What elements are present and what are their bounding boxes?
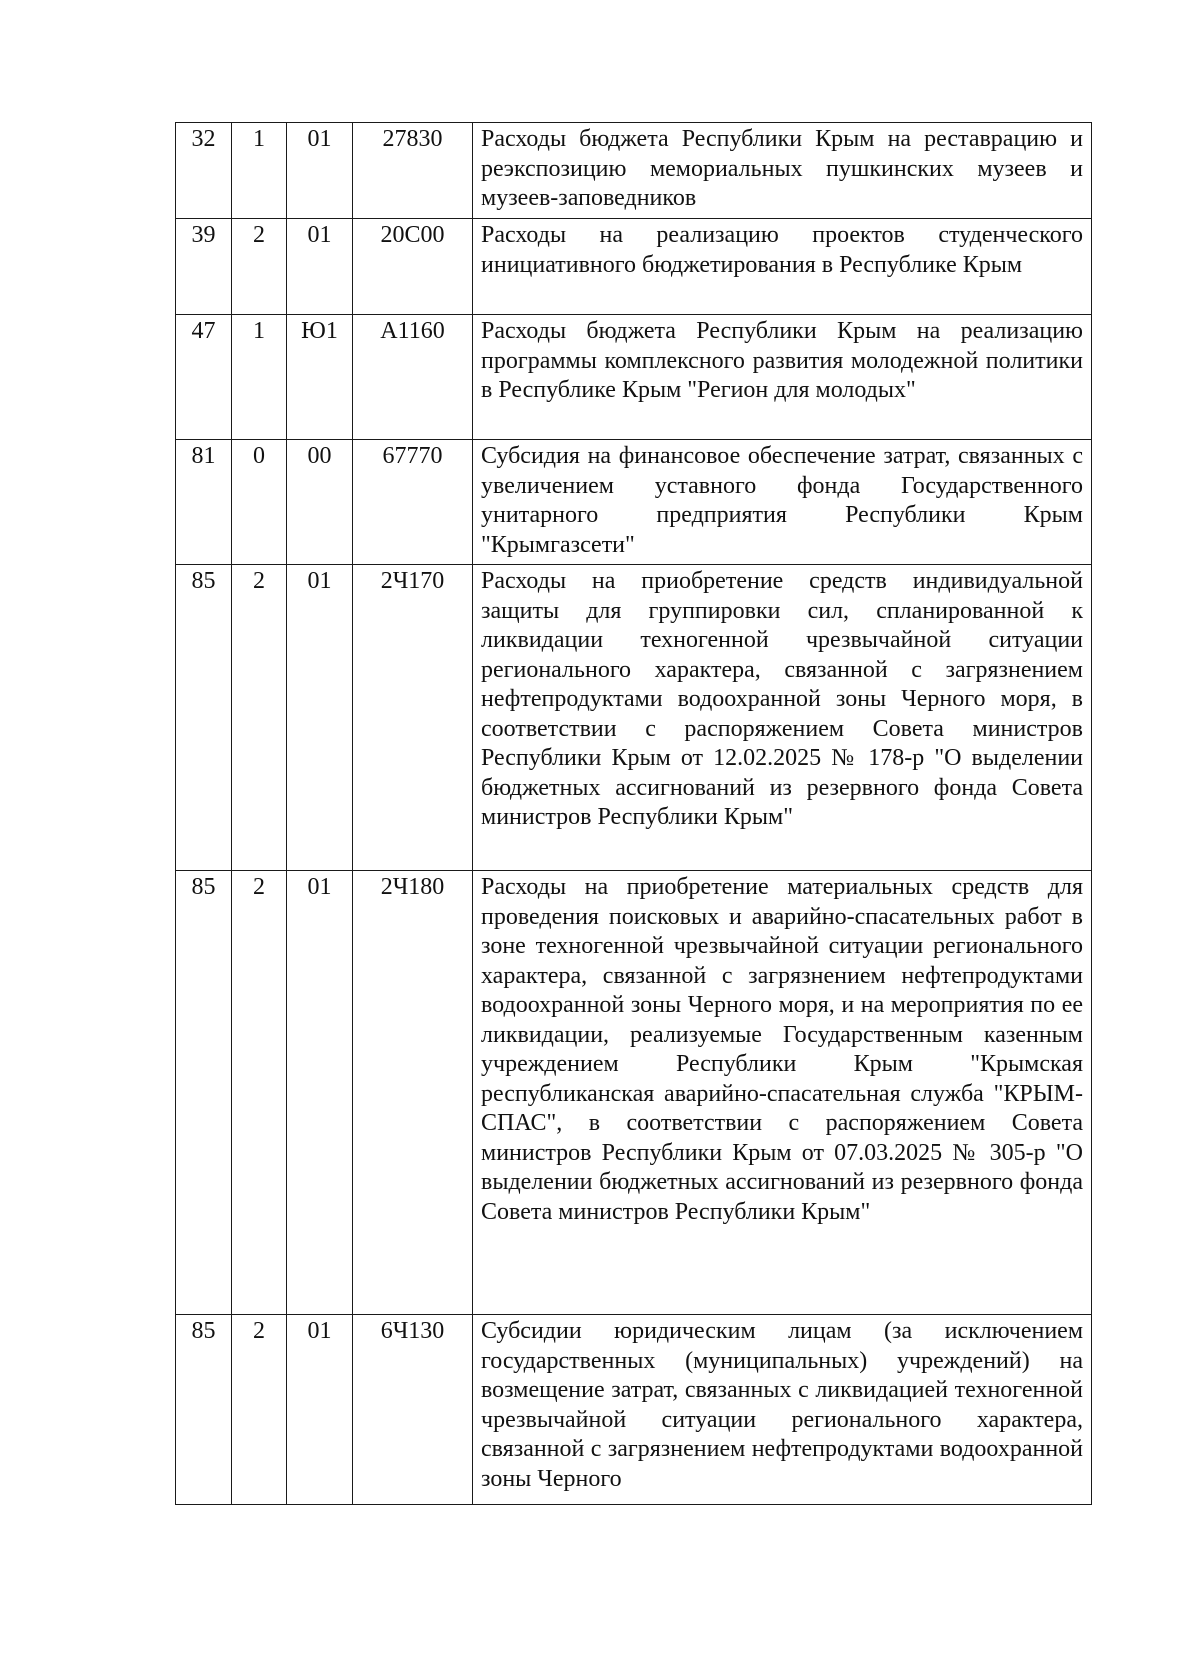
subprogram-code-cell: 0 — [232, 440, 287, 565]
subprogram-code-cell: 2 — [232, 1315, 287, 1505]
event-code-cell: 01 — [287, 123, 353, 219]
description-cell: Субсидия на финансовое обеспечение затрат, связанных с увеличением уставного фонда Государственного унитарного предприятия Республики Крым "Крымгазсети" — [473, 440, 1092, 565]
direction-code-cell: 27830 — [353, 123, 473, 219]
direction-code-cell: 6Ч130 — [353, 1315, 473, 1505]
event-code-cell: 01 — [287, 871, 353, 1315]
direction-code-cell: 2Ч180 — [353, 871, 473, 1315]
direction-code-cell: 2Ч170 — [353, 565, 473, 871]
table-row — [176, 1315, 1092, 1505]
direction-code-cell: 67770 — [353, 440, 473, 565]
program-code-cell: 85 — [176, 1315, 232, 1505]
description-cell: Расходы на приобретение материальных средств для проведения поисковых и аварийно-спасательных работ в зоне техногенной чрезвычайной ситуации регионального характера, связанной с загрязнением нефтепродуктами водоохранной зоны Черного моря, и на мероприятия по ее ликвидации, реализуемые Государственным казенным учреждением Республики Крым "Крымская республиканская аварийно-спасательная служба "КРЫМ-СПАС", в соответствии с распоряжением Совета министров Республики Крым от 07.03.2025 № 305-р "О выделении бюджетных ассигнований из резервного фонда Совета министров Республики Крым" — [473, 871, 1092, 1315]
event-code-cell: Ю1 — [287, 315, 353, 440]
table-row — [176, 315, 1092, 440]
description-cell: Расходы на реализацию проектов студенческого инициативного бюджетирования в Республике Крым — [473, 219, 1092, 315]
subprogram-code-cell: 2 — [232, 871, 287, 1315]
description-cell: Расходы бюджета Республики Крым на реставрацию и реэкспозицию мемориальных пушкинских музеев и музеев-заповедников — [473, 123, 1092, 219]
table-row — [176, 871, 1092, 1315]
event-code-cell: 01 — [287, 1315, 353, 1505]
event-code-cell: 00 — [287, 440, 353, 565]
subprogram-code-cell: 2 — [232, 565, 287, 871]
budget-classification-table — [175, 122, 1092, 1505]
program-code-cell: 39 — [176, 219, 232, 315]
program-code-cell: 32 — [176, 123, 232, 219]
description-cell: Субсидии юридическим лицам (за исключением государственных (муниципальных) учреждений) на возмещение затрат, связанных с ликвидацией техногенной чрезвычайной ситуации регионального характера, связанной с загрязнением нефтепродуктами водоохранной зоны Черного — [473, 1315, 1092, 1505]
table-row — [176, 219, 1092, 315]
program-code-cell: 81 — [176, 440, 232, 565]
program-code-cell: 47 — [176, 315, 232, 440]
event-code-cell: 01 — [287, 219, 353, 315]
program-code-cell: 85 — [176, 565, 232, 871]
table-row — [176, 123, 1092, 219]
direction-code-cell: 20С00 — [353, 219, 473, 315]
description-cell: Расходы на приобретение средств индивидуальной защиты для группировки сил, спланированной к ликвидации техногенной чрезвычайной ситуации регионального характера, связанной с загрязнением нефтепродуктами водоохранной зоны Черного моря, в соответствии с распоряжением Совета министров Республики Крым от 12.02.2025 № 178-р "О выделении бюджетных ассигнований из резервного фонда Совета министров Республики Крым" — [473, 565, 1092, 871]
event-code-cell: 01 — [287, 565, 353, 871]
table-row — [176, 565, 1092, 871]
direction-code-cell: А1160 — [353, 315, 473, 440]
subprogram-code-cell: 2 — [232, 219, 287, 315]
table-body — [176, 123, 1092, 1505]
table-row — [176, 440, 1092, 565]
subprogram-code-cell: 1 — [232, 123, 287, 219]
program-code-cell: 85 — [176, 871, 232, 1315]
subprogram-code-cell: 1 — [232, 315, 287, 440]
description-cell: Расходы бюджета Республики Крым на реализацию программы комплексного развития молодежной политики в Республике Крым "Регион для молодых" — [473, 315, 1092, 440]
